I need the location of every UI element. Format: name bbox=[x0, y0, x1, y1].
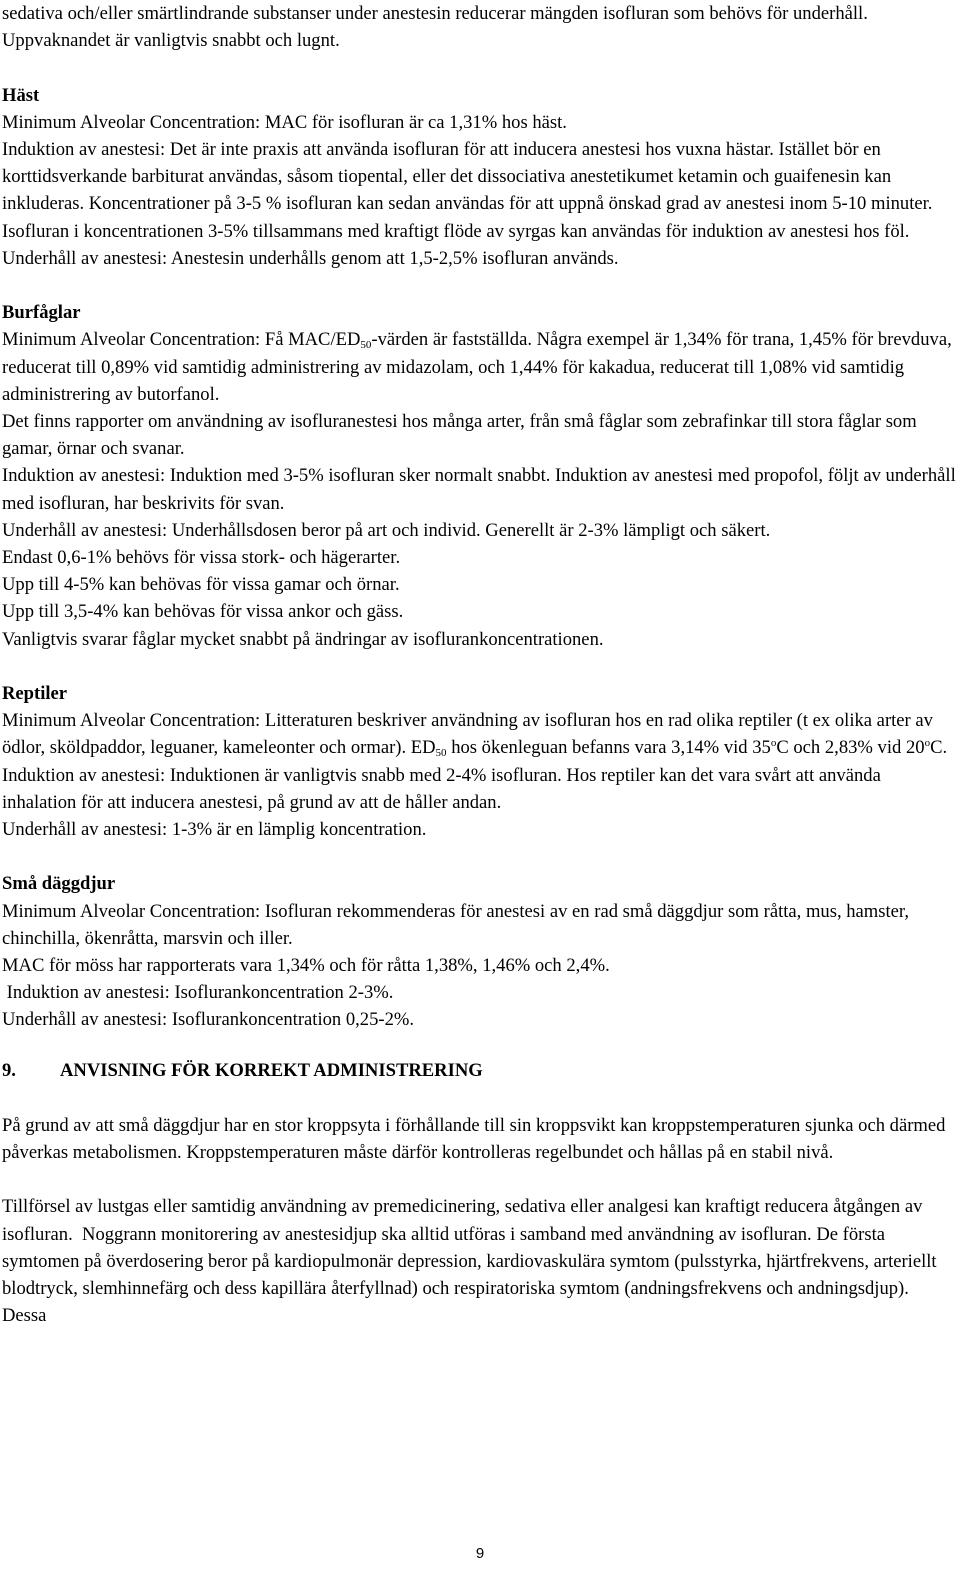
hast-fol: Isofluran i koncentrationen 3-5% tillsammans med kraftigt flöde av syrgas kan användas för induktion av anestesi hos föl. bbox=[2, 220, 910, 242]
burfaglar-mac: Minimum Alveolar Concentration: Få MAC/$ED_{50}$-värden är fastställda. Några exempel är 1,34% för trana, 1,45% för brevduva, reducerat till 0,89% vid samtidig administrering av midazolam, och 1,44% för kakadua, reducerat till 1,08% vid samtidig administrering av butorfanol. bbox=[2, 329, 952, 405]
section-reptiler bbox=[2, 680, 956, 843]
sma-daggdjur-mac-mus: MAC för möss har rapporterats vara 1,34% och för råtta 1,38%, 1,46% och 2,4%. bbox=[2, 955, 610, 977]
heading-sma-daggdjur: Små däggdjur bbox=[2, 873, 116, 895]
burfaglar-induktion: Induktion av anestesi: Induktion med 3-5% isofluran sker normalt snabbt. Induktion av anestesi med propofol, följt av underhåll med isofluran, har beskrivits för svan. bbox=[2, 465, 956, 514]
section-9-paragraph-2: Tillförsel av lustgas eller samtidig användning av premedicinering, sedativa eller analgesi kan kraftigt reducera åtgången av isofluran. Noggrann monitorering av anestesidjup ska alltid utföras i samband med användning av isofluran. De första symtomen på överdosering beror på kardiopulmonär depression, kardiovaskulära symtom (pulsstyrka, hjärtfrekvens, arteriellt blodtryck, slemhinnefärg och dess kapillära återfyllnad) och respiratoriska symtom (andningsfrekvens och andningsdjup). Dessa bbox=[2, 1196, 942, 1327]
sma-daggdjur-induktion: Induktion av anestesi: Isoflurankoncentration 2-3%. bbox=[2, 982, 394, 1004]
burfaglar-underhall: Underhåll av anestesi: Underhållsdosen beror på art och individ. Generellt är 2-3% lämpligt och säkert. bbox=[2, 519, 771, 541]
hast-induktion: Induktion av anestesi: Det är inte praxis att använda isofluran för att inducera anestesi hos vuxna hästar. Istället bör en korttidsverkande barbiturat användas, såsom tiopental, eller det dissociativa anestetikumet ketamin och guaifenesin kan inkluderas. Koncentrationer på 3-5 % isofluran kan sedan användas för att uppnå önskad grad av anestesi inom 5-10 minuter. bbox=[2, 139, 933, 215]
page-number: 9 bbox=[475, 1545, 485, 1562]
burfaglar-stork: Endast 0,6-1% behövs för vissa stork- och hägerarter. bbox=[2, 547, 401, 569]
heading-burfaglar: Burfåglar bbox=[2, 302, 81, 324]
section-hast bbox=[2, 82, 956, 272]
burfaglar-gamar: Upp till 4-5% kan behövas för vissa gamar och örnar. bbox=[2, 574, 400, 596]
sma-daggdjur-underhall: Underhåll av anestesi: Isoflurankoncentration 0,25-2%. bbox=[2, 1009, 415, 1031]
burfaglar-ankor: Upp till 3,5-4% kan behövas för vissa ankor och gäss. bbox=[2, 601, 404, 623]
hast-mac: Minimum Alveolar Concentration: MAC för isofluran är ca 1,31% hos häst. bbox=[2, 111, 567, 133]
document-page bbox=[2, 0, 956, 1329]
burfaglar-snabbt: Vanligtvis svarar fåglar mycket snabbt på ändringar av isoflurankoncentrationen. bbox=[2, 628, 604, 650]
section-number: 9. bbox=[2, 1059, 16, 1081]
section-9-heading bbox=[2, 1057, 956, 1084]
section-9-paragraph-1: På grund av att små däggdjur har en stor kroppsyta i förhållande till sin kroppsvikt kan kroppstemperaturen sjunka och därmed påverkas metabolismen. Kroppstemperaturen måste därför kontrolleras regelbundet och hållas på en stabil nivå. bbox=[2, 1114, 946, 1164]
reptiler-mac: Minimum Alveolar Concentration: Litteraturen beskriver användning av isofluran hos en rad olika reptiler (t ex olika arter av ödlor, sköldpaddor, leguaner, kameleonter och ormar). $ED_{50}$ hos ökenleguan befanns vara 3,14% vid 35$^o$C och 2,83% vid 20$^o$C. bbox=[2, 710, 948, 760]
section-sma-daggdjur bbox=[2, 870, 956, 1033]
reptiler-underhall: Underhåll av anestesi: 1-3% är en lämplig koncentration. bbox=[2, 819, 427, 841]
heading-hast: Häst bbox=[2, 84, 40, 106]
reptiler-induktion: Induktion av anestesi: Induktionen är vanligtvis snabb med 2-4% isofluran. Hos reptiler kan det vara svårt att använda inhalation för att inducera anestesi, på grund av att de håller andan. bbox=[2, 764, 881, 813]
burfaglar-rapporter: Det finns rapporter om användning av isofluranestesi hos många arter, från små fåglar som zebrafinkar till stora fåglar som gamar, örnar och svanar. bbox=[2, 411, 917, 460]
heading-reptiler: Reptiler bbox=[2, 683, 68, 705]
section-title: ANVISNING FÖR KORREKT ADMINISTRERING bbox=[60, 1059, 483, 1081]
hast-underhall: Underhåll av anestesi: Anestesin underhålls genom att 1,5-2,5% isofluran används. bbox=[2, 247, 619, 269]
intro-paragraph: sedativa och/eller smärtlindrande substanser under anestesin reducerar mängden isofluran som behövs för underhåll. Uppvaknandet är vanligtvis snabbt och lugnt. bbox=[2, 3, 868, 52]
section-burfaglar bbox=[2, 299, 956, 653]
sma-daggdjur-mac: Minimum Alveolar Concentration: Isofluran rekommenderas för anestesi av en rad små däggdjur som råtta, mus, hamster, chinchilla, ökenråtta, marsvin och iller. bbox=[2, 900, 910, 949]
